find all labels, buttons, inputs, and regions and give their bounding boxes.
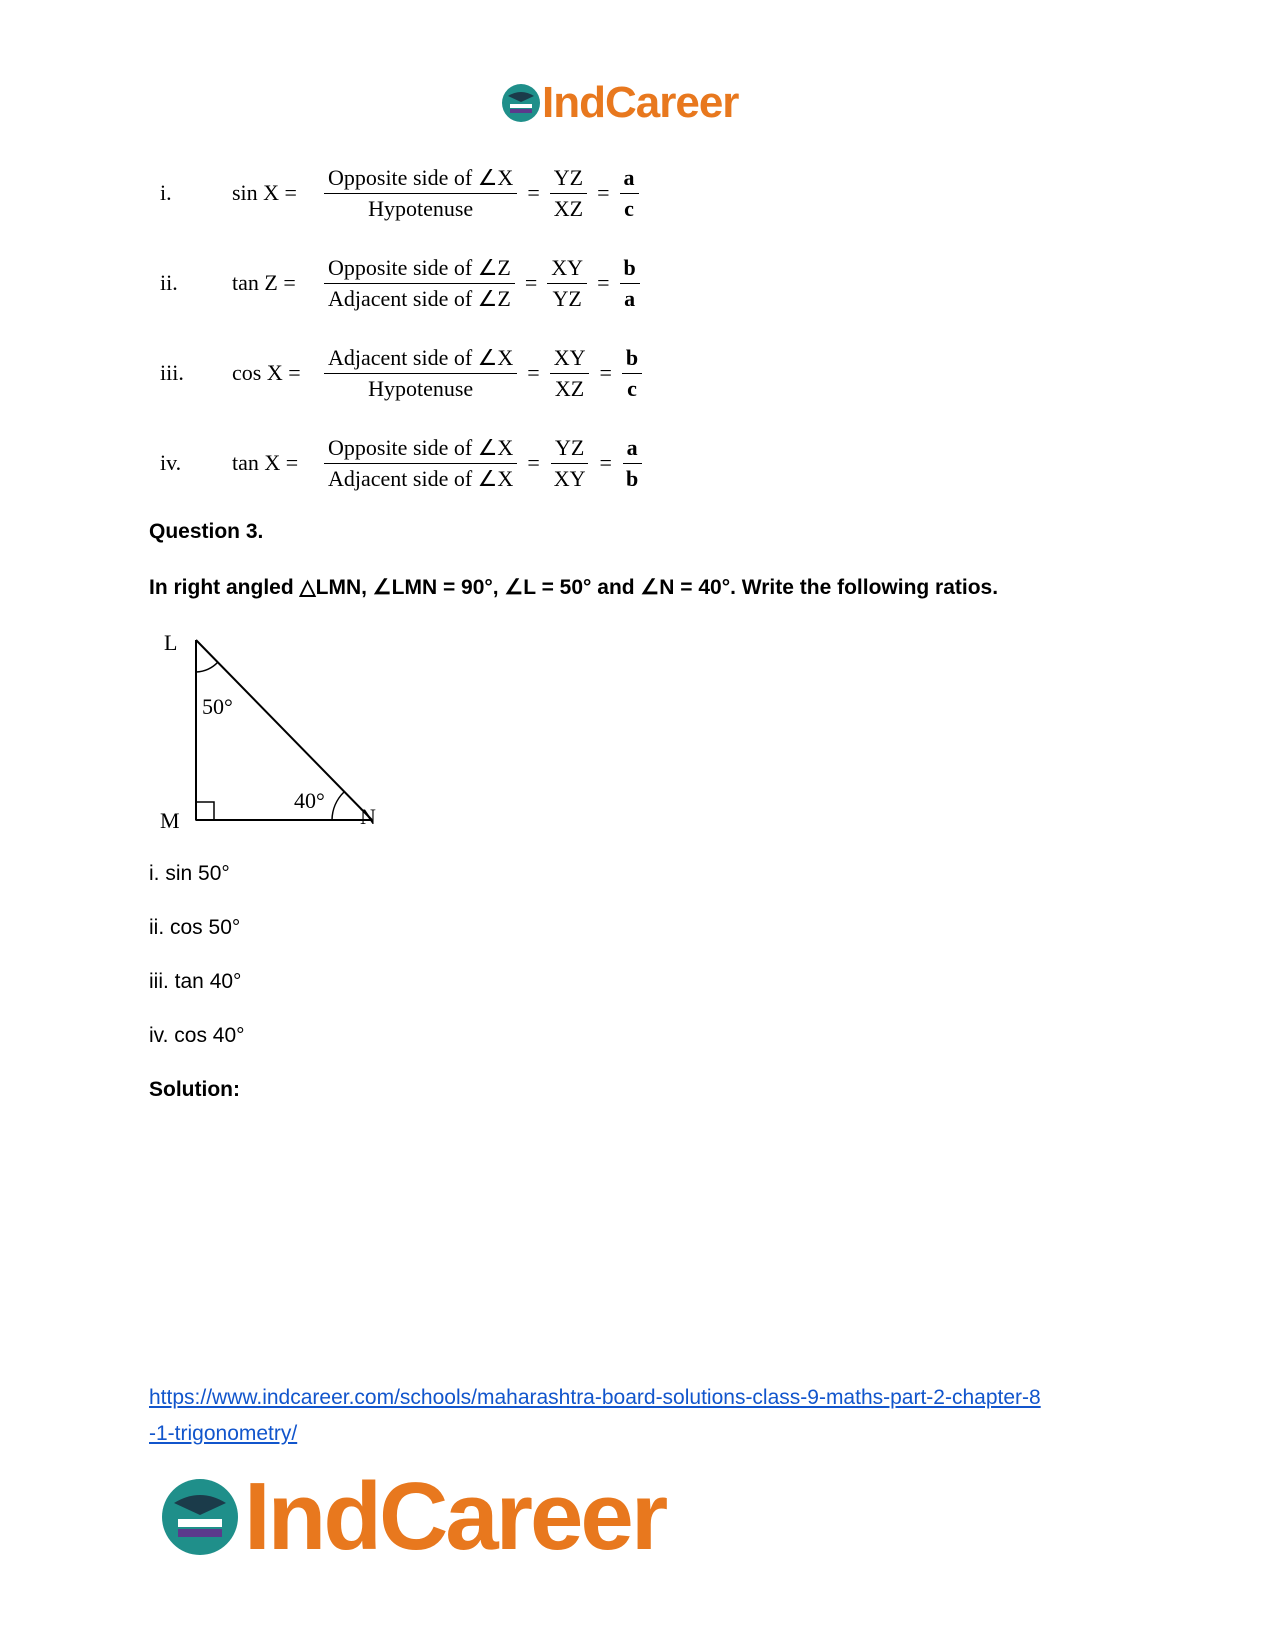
equation-number: ii. — [160, 270, 178, 295]
ratio-item: ii. cos 50° — [149, 916, 241, 939]
solution-label: Solution: — [149, 1078, 240, 1101]
equation-lhs: sin X = — [232, 180, 297, 205]
fraction-words: $\frac{\text{Opposite side of ∠X}}{\text{Hypotenuse}}$ — [320, 165, 521, 222]
equation-lhs: tan Z = — [232, 270, 296, 295]
ratio-item: iv. cos 40° — [149, 1024, 245, 1047]
equation-number: iv. — [160, 450, 182, 475]
equation-row: iii. cos X = $\frac{\text{Adjacent side of ∠X}}{\text{Hypotenuse}}$ = $\frac{XY}{XZ}$ = $\frac{b}{c}$ — [160, 328, 860, 418]
fraction-words: $\frac{\text{Opposite side of ∠X}}{\text{Adjacent side of ∠X}}$ — [320, 435, 521, 492]
fraction-words: $\frac{\text{Opposite side of ∠Z}}{\text{Adjacent side of ∠Z}}$ — [320, 255, 519, 312]
equation-number: i. — [160, 180, 172, 205]
source-link[interactable] — [149, 1380, 1129, 1452]
fraction-sides: $\frac{XY}{XZ}$ — [546, 345, 594, 402]
fraction-letters: $\frac{a}{c}$ — [616, 165, 643, 222]
fraction-sides: $\frac{YZ}{XZ}$ — [546, 165, 591, 222]
vertex-label-l: L — [164, 630, 178, 655]
ratio-item: iii. tan 40° — [149, 970, 242, 993]
source-link-line2[interactable]: -1-trigonometry/ — [149, 1422, 298, 1445]
question-text: In right angled △LMN, ∠LMN = 90°, ∠L = 50° and ∠N = 40°. Write the following ratios. — [149, 576, 999, 599]
equation-lhs: tan X = — [232, 450, 299, 475]
fraction-letters: $\frac{b}{a}$ — [616, 255, 644, 312]
angle-label-l: 50° — [202, 694, 233, 719]
fraction-letters: $\frac{a}{b}$ — [618, 435, 646, 492]
globe-icon — [158, 1475, 242, 1559]
source-link-line1[interactable]: https://www.indcareer.com/schools/maharashtra-board-solutions-class-9-maths-part-2-chapter-8 — [149, 1386, 1041, 1409]
angle-arc-n — [332, 792, 344, 820]
ratio-item: i. sin 50° — [149, 862, 230, 885]
triangle-lmn-figure — [160, 628, 400, 838]
globe-icon — [500, 82, 542, 124]
logo-text: IndCareer — [244, 1463, 666, 1570]
angle-label-n: 40° — [294, 788, 325, 813]
fraction-words: $\frac{\text{Adjacent side of ∠X}}{\text{Hypotenuse}}$ — [320, 345, 521, 402]
ratio-equations — [160, 148, 860, 508]
fraction-letters: $\frac{b}{c}$ — [618, 345, 646, 402]
right-angle-marker — [196, 802, 214, 820]
vertex-label-n: N — [360, 804, 376, 829]
indcareer-logo-bottom — [158, 1462, 665, 1572]
equation-number: iii. — [160, 360, 184, 385]
fraction-sides: $\frac{YZ}{XY}$ — [546, 435, 594, 492]
equation-row: ii. tan Z = $\frac{\text{Opposite side of ∠Z}}{\text{Adjacent side of ∠Z}}$ = $\frac{XY}{YZ}$ = $\frac{b}{a}$ — [160, 238, 860, 328]
equation-row: i. sin X = $\frac{\text{Opposite side of ∠X}}{\text{Hypotenuse}}$ = $\frac{YZ}{XZ}$ = $\frac{a}{c}$ — [160, 148, 860, 238]
indcareer-logo-top — [500, 78, 738, 128]
equation-row: iv. tan X = $\frac{\text{Opposite side of ∠X}}{\text{Adjacent side of ∠X}}$ = $\frac{YZ}{XY}$ = $\frac{a}{b}$ — [160, 418, 860, 508]
angle-arc-l — [196, 662, 218, 672]
vertex-label-m: M — [160, 808, 180, 833]
side-ln — [196, 640, 372, 820]
question-title: Question 3. — [149, 520, 264, 543]
fraction-sides: $\frac{XY}{YZ}$ — [543, 255, 591, 312]
logo-text: IndCareer — [542, 78, 739, 127]
equation-lhs: cos X = — [232, 360, 301, 385]
